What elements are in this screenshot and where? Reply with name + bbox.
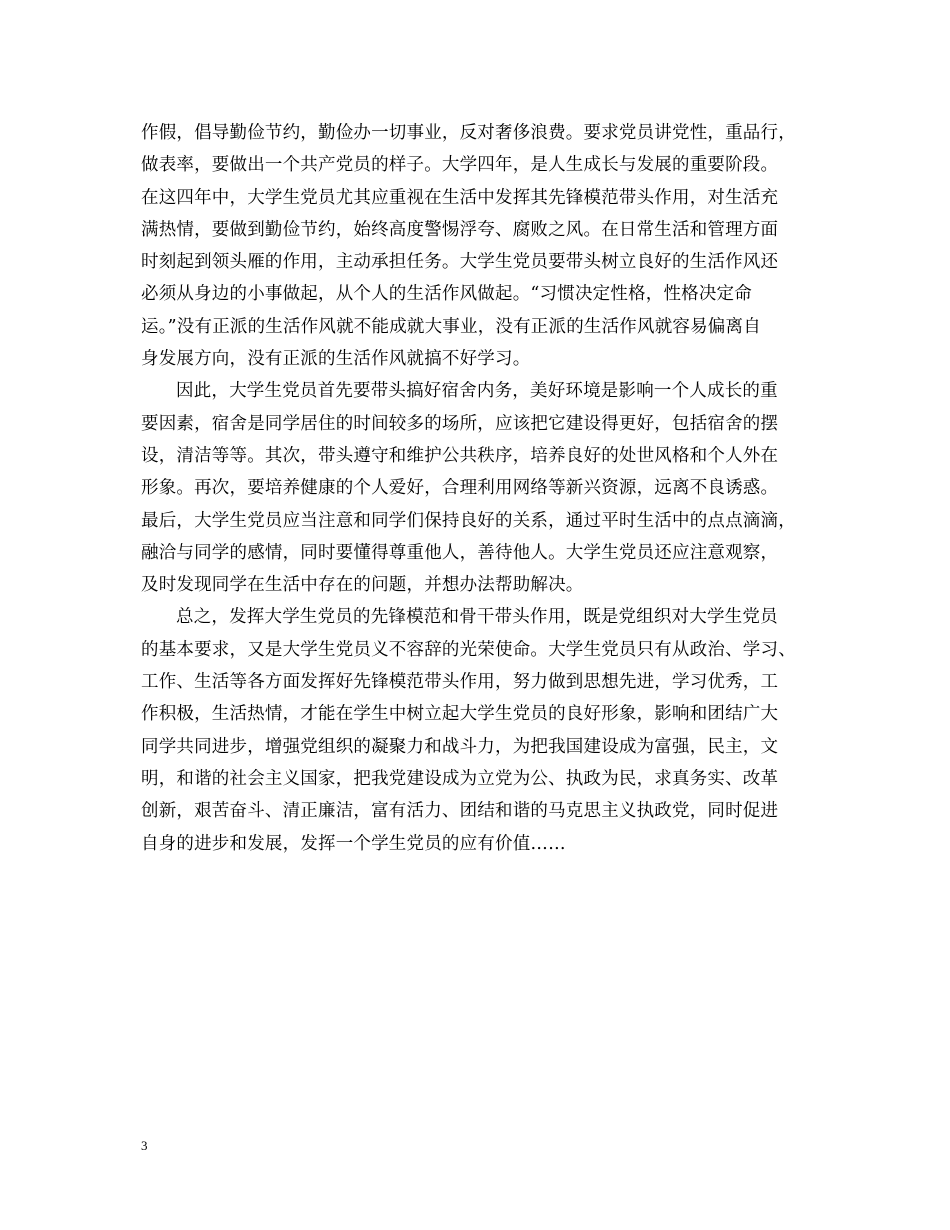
- text-line: 最后，大学生党员应当注意和同学们保持良好的关系，通过平时生活中的点点滴滴，: [141, 510, 796, 531]
- text-line: 工作、生活等各方面发挥好先锋模范带头作用，努力做到思想先进，学习优秀，工: [141, 672, 779, 693]
- text-line: 及时发现同学在生活中存在的问题，并想办法帮助解决。: [141, 575, 584, 596]
- text-line: 总之，发挥大学生党员的先锋模范和骨干带头作用，既是党组织对大学生党员: [176, 607, 778, 628]
- text-line: 自身的进步和发展，发挥一个学生党员的应有价值……: [141, 833, 566, 854]
- document-body: [141, 117, 841, 860]
- text-line: 身发展方向，没有正派的生活作风就搞不好学习。: [141, 349, 531, 370]
- text-line: 必须从身边的小事做起，从个人的生活作风做起。“习惯决定性格，性格决定命: [141, 284, 752, 305]
- text-line: 作假，倡导勤俭节约，勤俭办一切事业，反对奢侈浪费。要求党员讲党性，重品行，: [141, 123, 796, 143]
- text-line: 融洽与同学的感情，同时要懂得尊重他人，善待他人。大学生党员还应注意观察，: [141, 542, 779, 563]
- text-line: 的基本要求，又是大学生党员义不容辞的光荣使命。大学生党员只有从政治、学习、: [141, 639, 796, 660]
- text-line: 设，清洁等等。其次，带头遵守和维护公共秩序，培养良好的处世风格和个人外在: [141, 445, 779, 466]
- text-line: 在这四年中，大学生党员尤其应重视在生活中发挥其先锋模范带头作用，对生活充: [141, 187, 779, 208]
- text-line: 因此，大学生党员首先要带头搞好宿舍内务，美好环境是影响一个人成长的重: [176, 381, 778, 402]
- text-line: 时刻起到领头雁的作用，主动承担任务。大学生党员要带头树立良好的生活作风还: [141, 252, 779, 273]
- text-line: 创新，艰苦奋斗、清正廉洁，富有活力、团结和谐的马克思主义执政党，同时促进: [141, 801, 779, 822]
- text-line: 做表率，要做出一个共产党员的样子。大学四年，是人生成长与发展的重要阶段。: [141, 155, 779, 176]
- text-line: 同学共同进步，增强党组织的凝聚力和战斗力，为把我国建设成为富强，民主，文: [141, 736, 779, 757]
- text-line: 作积极，生活热情，才能在学生中树立起大学生党员的良好形象，影响和团结广大: [141, 704, 779, 725]
- text-line: 要因素，宿舍是同学居住的时间较多的场所，应该把它建设得更好，包括宿舍的摆: [141, 413, 779, 434]
- text-line: 运。”没有正派的生活作风就不能成就大事业，没有正派的生活作风就容易偏离自: [141, 316, 761, 337]
- text-line: 形象。再次，要培养健康的个人爱好，合理利用网络等新兴资源，远离不良诱惑。: [141, 478, 779, 499]
- text-line: 满热情，要做到勤俭节约，始终高度警惕浮夸、腐败之风。在日常生活和管理方面: [141, 219, 779, 240]
- page-number: 3: [141, 1138, 148, 1153]
- text-line: 明，和谐的社会主义国家，把我党建设成为立党为公、执政为民，求真务实、改革: [141, 768, 779, 789]
